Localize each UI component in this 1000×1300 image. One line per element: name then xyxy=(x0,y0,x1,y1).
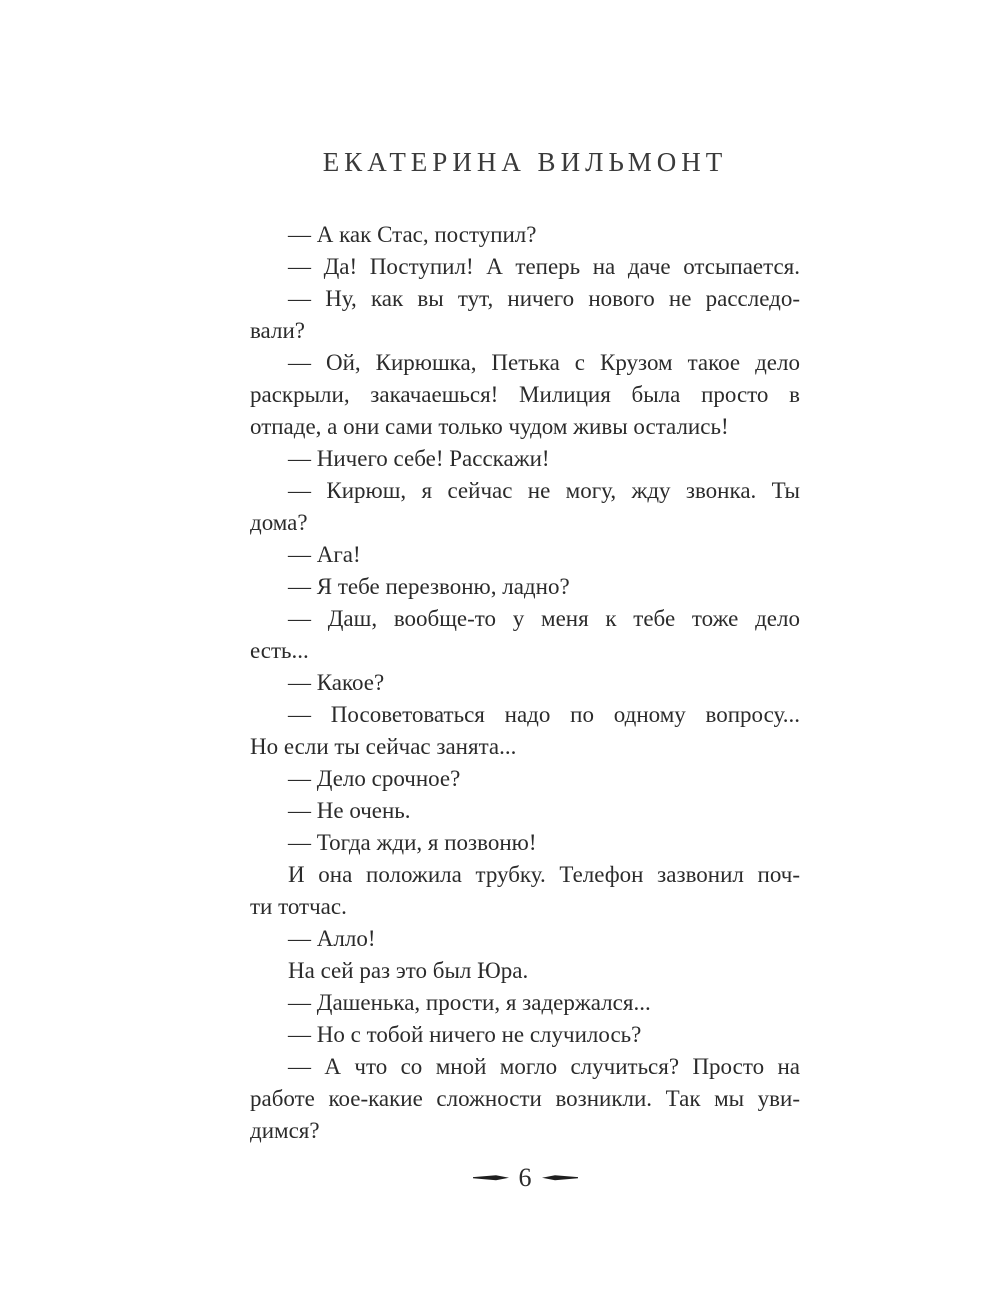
text-line: раскрыли, закачаешься! Милиция была просто в xyxy=(250,382,800,407)
running-header-author: ЕКАТЕРИНА ВИЛЬМОНТ xyxy=(322,147,728,177)
text-line: — Дело срочное? xyxy=(288,766,461,791)
tapered-dash-left-icon xyxy=(473,1173,509,1183)
text-line: — Дашенька, прости, я задержался... xyxy=(288,990,651,1015)
body-text xyxy=(250,219,800,1147)
text-line: — Ну, как вы тут, ничего нового не расследо- xyxy=(288,286,800,311)
text-line: И она положила трубку. Телефон зазвонил поч- xyxy=(288,862,800,887)
text-line: работе кое-какие сложности возникли. Так мы уви- xyxy=(250,1086,800,1111)
text-line: — Но с тобой ничего не случилось? xyxy=(288,1022,642,1047)
text-line: — Я тебе перезвоню, ладно? xyxy=(288,574,570,599)
text-line: Но если ты сейчас занята... xyxy=(250,734,517,759)
text-line: дома? xyxy=(250,510,308,535)
text-line: отпаде, а они сами только чудом живы остались! xyxy=(250,414,729,439)
text-line: димся? xyxy=(250,1118,320,1143)
text-line: — Алло! xyxy=(288,926,376,951)
text-line: — Даш, вообще-то у меня к тебе тоже дело xyxy=(288,606,800,631)
text-line: — Ничего себе! Расскажи! xyxy=(288,446,550,471)
page-footer xyxy=(250,1160,800,1196)
text-line: — А что со мной могло случиться? Просто на xyxy=(288,1054,800,1079)
text-line: — Да! Поступил! А теперь на даче отсыпается. xyxy=(288,254,800,279)
text-line: — Тогда жди, я позвоню! xyxy=(288,830,537,855)
text-line: — Ага! xyxy=(288,542,361,567)
text-line: — Какое? xyxy=(288,670,385,695)
text-line: — Посоветоваться надо по одному вопросу... xyxy=(288,702,800,727)
text-line: ти тотчас. xyxy=(250,894,347,919)
page-number: 6 xyxy=(518,1163,532,1192)
text-line: — Кирюш, я сейчас не могу, жду звонка. Ты xyxy=(288,478,800,503)
text-line: — Не очень. xyxy=(288,798,411,823)
tapered-dash-right-icon xyxy=(542,1173,578,1183)
text-line: На сей раз это был Юра. xyxy=(288,958,529,983)
text-line: — Ой, Кирюшка, Петька с Крузом такое дело xyxy=(288,350,800,375)
text-line: — А как Стас, поступил? xyxy=(288,222,537,247)
text-line: есть... xyxy=(250,638,309,663)
text-line: вали? xyxy=(250,318,305,343)
